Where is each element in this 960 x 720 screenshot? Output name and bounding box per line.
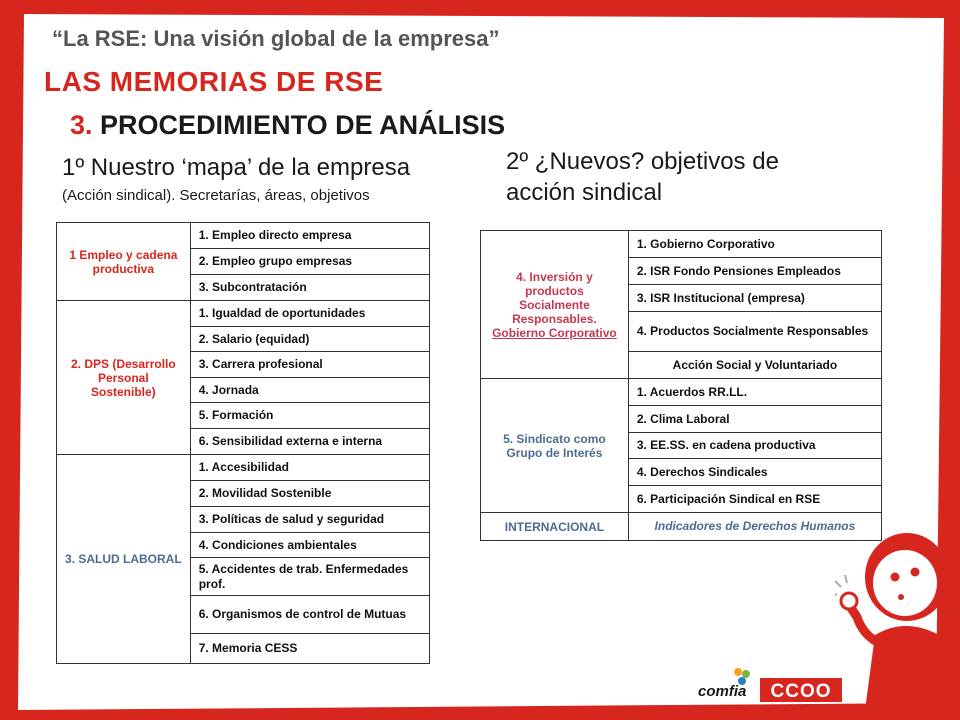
- category-health: 3. SALUD LABORAL: [57, 455, 191, 664]
- left-subheading: (Acción sindical). Secretarías, áreas, objetivos: [62, 187, 370, 204]
- section-title-text: PROCEDIMIENTO DE ANÁLISIS: [100, 110, 506, 140]
- table-row-item: 2. ISR Fondo Pensiones Empleados: [628, 258, 881, 285]
- table-row-item: 4. Derechos Sindicales: [628, 459, 881, 486]
- table-row-item: 3. ISR Institucional (empresa): [628, 285, 881, 312]
- comfia-ccoo-logo: [696, 666, 846, 711]
- category-isr: [481, 231, 629, 379]
- right-heading: [506, 146, 779, 208]
- right-heading-line1: 2º ¿Nuevos? objetivos de: [506, 148, 779, 175]
- section-number: 3.: [70, 110, 93, 140]
- right-heading-line2: acción sindical: [506, 179, 663, 206]
- table-row-item: 1. Igualdad de oportunidades: [190, 301, 429, 327]
- table-row-item: Acción Social y Voluntariado: [628, 352, 881, 379]
- table-row-item: 3. EE.SS. en cadena productiva: [628, 433, 881, 459]
- table-row-item: 4. Productos Socialmente Responsables: [628, 312, 881, 352]
- table-row-item: 5. Accidentes de trab. Enfermedades prof.: [190, 558, 429, 596]
- table-row-item: 1. Gobierno Corporativo: [628, 231, 881, 258]
- category-dps: 2. DPS (Desarrollo Personal Sostenible): [57, 301, 191, 455]
- section-title: [70, 110, 505, 141]
- table-row-item: 1. Accesibilidad: [190, 455, 429, 481]
- table-row-item: 3. Subcontratación: [190, 275, 429, 301]
- table-row-item: 6. Organismos de control de Mutuas: [190, 596, 429, 634]
- table-row-item: 2. Empleo grupo empresas: [190, 249, 429, 275]
- category-international: INTERNACIONAL: [481, 513, 629, 541]
- table-row-item: 1. Acuerdos RR.LL.: [628, 379, 881, 406]
- category-isr-label: 4. Inversión y productos Socialmente Responsables.: [512, 269, 597, 326]
- human-rights-indicators: Indicadores de Derechos Humanos: [628, 513, 881, 541]
- table-row-item: 2. Clima Laboral: [628, 406, 881, 433]
- mascot-illustration: [835, 525, 955, 710]
- table-row-item: 4. Jornada: [190, 378, 429, 403]
- table-row-item: 6. Participación Sindical en RSE: [628, 486, 881, 513]
- table-row-item: 3. Políticas de salud y seguridad: [190, 507, 429, 533]
- table-row-item: 3. Carrera profesional: [190, 352, 429, 378]
- union-objectives-table: [480, 230, 882, 541]
- category-employment: 1 Empleo y cadena productiva: [57, 223, 191, 301]
- table-row-item: 2. Salario (equidad): [190, 327, 429, 352]
- table-row-item: 2. Movilidad Sostenible: [190, 481, 429, 507]
- page-title: LAS MEMORIAS DE RSE: [44, 66, 384, 97]
- logo-mark: [696, 666, 846, 706]
- table-row-item: 5. Formación: [190, 403, 429, 429]
- presentation-subtitle: “La RSE: Una visión global de la empresa”: [52, 26, 500, 51]
- category-union: 5. Sindicato como Grupo de Interés: [481, 379, 629, 513]
- logo-ccoo-text: CCOO: [770, 681, 832, 702]
- logo-comfia-text: comfia: [698, 683, 747, 700]
- table-row-item: 6. Sensibilidad externa e interna: [190, 429, 429, 455]
- gobierno-corporativo-link[interactable]: Gobierno Corporativo: [492, 325, 617, 340]
- table-row-item: 4. Condiciones ambientales: [190, 533, 429, 558]
- company-map-table: [56, 222, 430, 664]
- left-heading: 1º Nuestro ‘mapa’ de la empresa: [62, 154, 411, 181]
- table-row-item: 1. Empleo directo empresa: [190, 223, 429, 249]
- table-row-item: 7. Memoria CESS: [190, 634, 429, 664]
